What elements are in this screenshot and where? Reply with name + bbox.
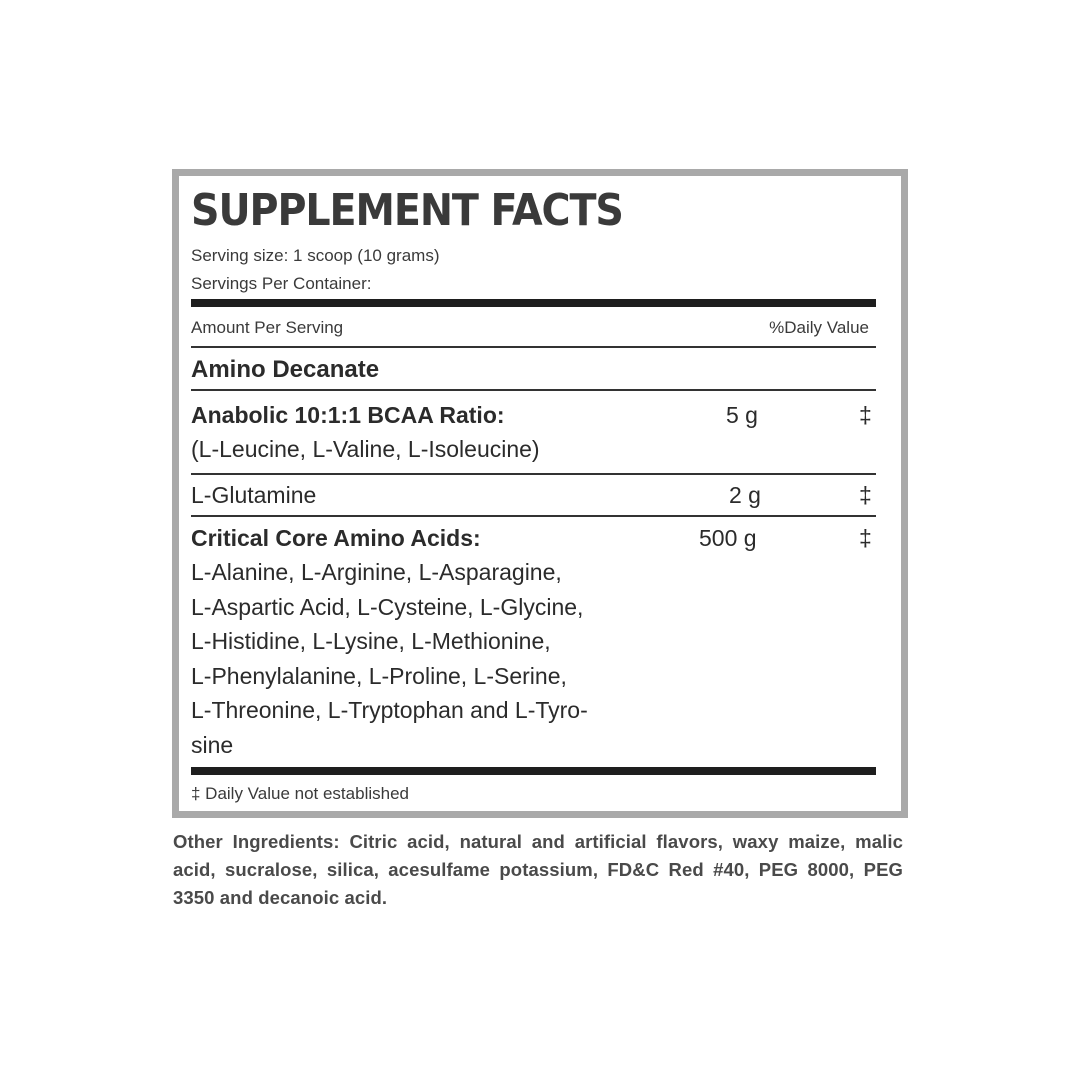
row-amount: 5 g (726, 402, 758, 428)
group-title: Amino Decanate (191, 356, 380, 383)
row-name: L-Glutamine (191, 482, 317, 508)
amino-acid-list (191, 555, 661, 762)
supplement-facts-content (179, 176, 901, 811)
amino-acid-line: L-Alanine, L-Arginine, L-Asparagine, (191, 559, 562, 585)
row-daily-value: ‡ (859, 482, 872, 508)
other-ingredients: Other Ingredients: Citric acid, natural and artificial flavors, waxy maize, malic acid, sucralose, silica, acesulfame potassium, FD&C Red #40, PEG 8000, PEG 3350 and decanoic acid. (173, 831, 903, 908)
amino-acid-line: L-Aspartic Acid, L-Cysteine, L-Glycine, (191, 593, 584, 620)
daily-value-header: %Daily Value (769, 318, 869, 337)
thick-divider-top (191, 299, 876, 307)
divider (191, 389, 876, 391)
amino-acid-line: L-Phenylalanine, L-Proline, L-Serine, (191, 662, 567, 689)
row-amount: 2 g (729, 482, 761, 508)
row-name: Anabolic 10:1:1 BCAA Ratio: (191, 402, 505, 428)
amount-per-serving-header: Amount Per Serving (191, 318, 344, 337)
row-daily-value: ‡ (859, 402, 872, 428)
divider (191, 473, 876, 475)
row-sub: (L-Leucine, L-Valine, L-Isoleucine) (191, 436, 540, 462)
supplement-facts-panel (172, 169, 908, 818)
thick-divider-bottom (191, 767, 876, 775)
footnote: ‡ Daily Value not established (191, 784, 409, 803)
row-daily-value: ‡ (859, 525, 872, 551)
amino-acid-line: sine (191, 731, 234, 758)
servings-per-container: Servings Per Container: (191, 274, 372, 293)
divider (191, 346, 876, 348)
divider (191, 515, 876, 517)
label-title: SUPPLEMENT FACTS (191, 185, 623, 236)
row-amount: 500 g (699, 525, 757, 551)
amino-acid-line: L-Histidine, L-Lysine, L-Methionine, (191, 628, 551, 654)
amino-acid-line: L-Threonine, L-Tryptophan and L-Tyro- (191, 697, 588, 723)
serving-size: Serving size: 1 scoop (10 grams) (191, 246, 440, 265)
row-name: Critical Core Amino Acids: (191, 525, 481, 551)
